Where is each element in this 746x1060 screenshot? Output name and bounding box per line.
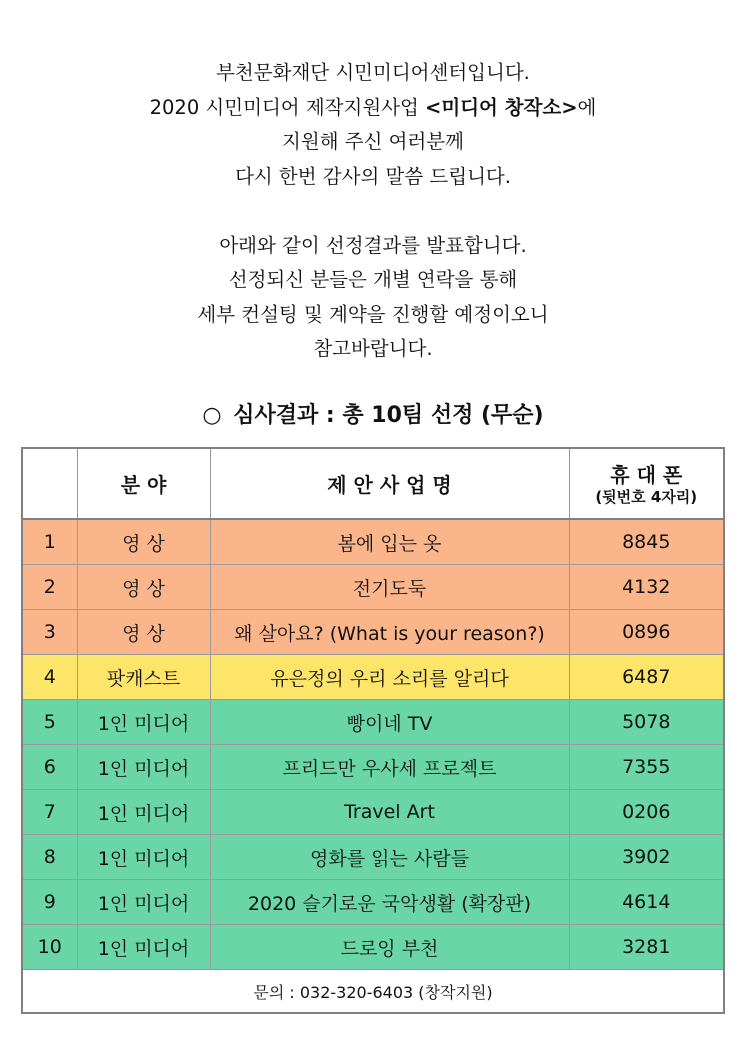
table-row <box>22 700 724 745</box>
cell-field: 1인 미디어 <box>77 790 210 835</box>
program-name: <미디어 창작소> <box>425 95 578 119</box>
results-heading <box>0 398 746 434</box>
footer-row <box>22 970 724 1014</box>
circle-bullet-icon: ○ <box>202 403 222 428</box>
intro-line: 아래와 같이 선정결과를 발표합니다. <box>219 233 527 257</box>
cell-phone: 4614 <box>569 880 724 925</box>
cell-project: 전기도둑 <box>210 565 569 610</box>
header-phone <box>569 448 724 519</box>
cell-phone: 6487 <box>569 655 724 700</box>
results-heading-text: 심사결과 : 총 10팀 선정 (무순) <box>233 403 544 428</box>
table-row <box>22 790 724 835</box>
table-row <box>22 565 724 610</box>
header-field: 분 야 <box>77 448 210 519</box>
cell-project: 2020 슬기로운 국악생활 (확장판) <box>210 880 569 925</box>
cell-no: 6 <box>22 745 77 790</box>
cell-field: 영 상 <box>77 565 210 610</box>
cell-field: 1인 미디어 <box>77 700 210 745</box>
intro-line-text: 2020 시민미디어 제작지원사업 <box>149 95 419 119</box>
cell-phone: 3281 <box>569 925 724 970</box>
table-row <box>22 655 724 700</box>
cell-field: 영 상 <box>77 519 210 565</box>
cell-project: 드로잉 부천 <box>210 925 569 970</box>
cell-no: 4 <box>22 655 77 700</box>
cell-project: Travel Art <box>210 790 569 835</box>
cell-no: 10 <box>22 925 77 970</box>
intro-line: 부천문화재단 시민미디어센터입니다. <box>216 61 530 84</box>
table-row <box>22 745 724 790</box>
cell-project: 왜 살아요? (What is your reason?) <box>210 610 569 655</box>
header-no <box>22 448 77 519</box>
intro-text <box>0 56 746 367</box>
cell-no: 7 <box>22 790 77 835</box>
cell-phone: 5078 <box>569 700 724 745</box>
cell-field: 1인 미디어 <box>77 925 210 970</box>
intro-line: 지원해 주신 여러분께 <box>282 130 464 153</box>
cell-no: 5 <box>22 700 77 745</box>
cell-no: 9 <box>22 880 77 925</box>
cell-field: 1인 미디어 <box>77 880 210 925</box>
cell-phone: 0896 <box>569 610 724 655</box>
intro-line: 선정되신 분들은 개별 연락을 통해 <box>228 268 518 291</box>
cell-no: 1 <box>22 519 77 565</box>
cell-project: 유은정의 우리 소리를 알리다 <box>210 655 569 700</box>
cell-phone: 7355 <box>569 745 724 790</box>
cell-field: 1인 미디어 <box>77 835 210 880</box>
cell-project: 영화를 읽는 사람들 <box>210 835 569 880</box>
results-table <box>21 447 725 1014</box>
cell-phone: 0206 <box>569 790 724 835</box>
table-row <box>22 835 724 880</box>
cell-phone: 3902 <box>569 835 724 880</box>
cell-field: 영 상 <box>77 610 210 655</box>
program-suffix: 에 <box>577 95 597 119</box>
intro-spacer <box>0 194 746 229</box>
header-phone-sub: (뒷번호 4자리) <box>595 487 698 506</box>
cell-project: 프리드만 우사세 프로젝트 <box>210 745 569 790</box>
intro-line-program <box>0 91 746 126</box>
contact-info: 문의 : 032-320-6403 (창작지원) <box>22 970 724 1014</box>
intro-line: 참고바랍니다. <box>313 337 433 360</box>
intro-line: 세부 컨설팅 및 계약을 진행할 예정이오니 <box>197 302 549 326</box>
table-row <box>22 925 724 970</box>
table-header-row <box>22 448 724 519</box>
table-row <box>22 519 724 565</box>
cell-no: 3 <box>22 610 77 655</box>
table-row <box>22 880 724 925</box>
cell-no: 8 <box>22 835 77 880</box>
cell-field: 1인 미디어 <box>77 745 210 790</box>
header-project: 제 안 사 업 명 <box>210 448 569 519</box>
cell-phone: 8845 <box>569 519 724 565</box>
table-row <box>22 610 724 655</box>
intro-line: 다시 한번 감사의 말씀 드립니다. <box>235 164 511 188</box>
cell-field: 팟캐스트 <box>77 655 210 700</box>
cell-phone: 4132 <box>569 565 724 610</box>
cell-no: 2 <box>22 565 77 610</box>
cell-project: 봄에 입는 옷 <box>210 519 569 565</box>
cell-project: 빵이네 TV <box>210 700 569 745</box>
header-phone-label: 휴 대 폰 <box>610 462 683 487</box>
